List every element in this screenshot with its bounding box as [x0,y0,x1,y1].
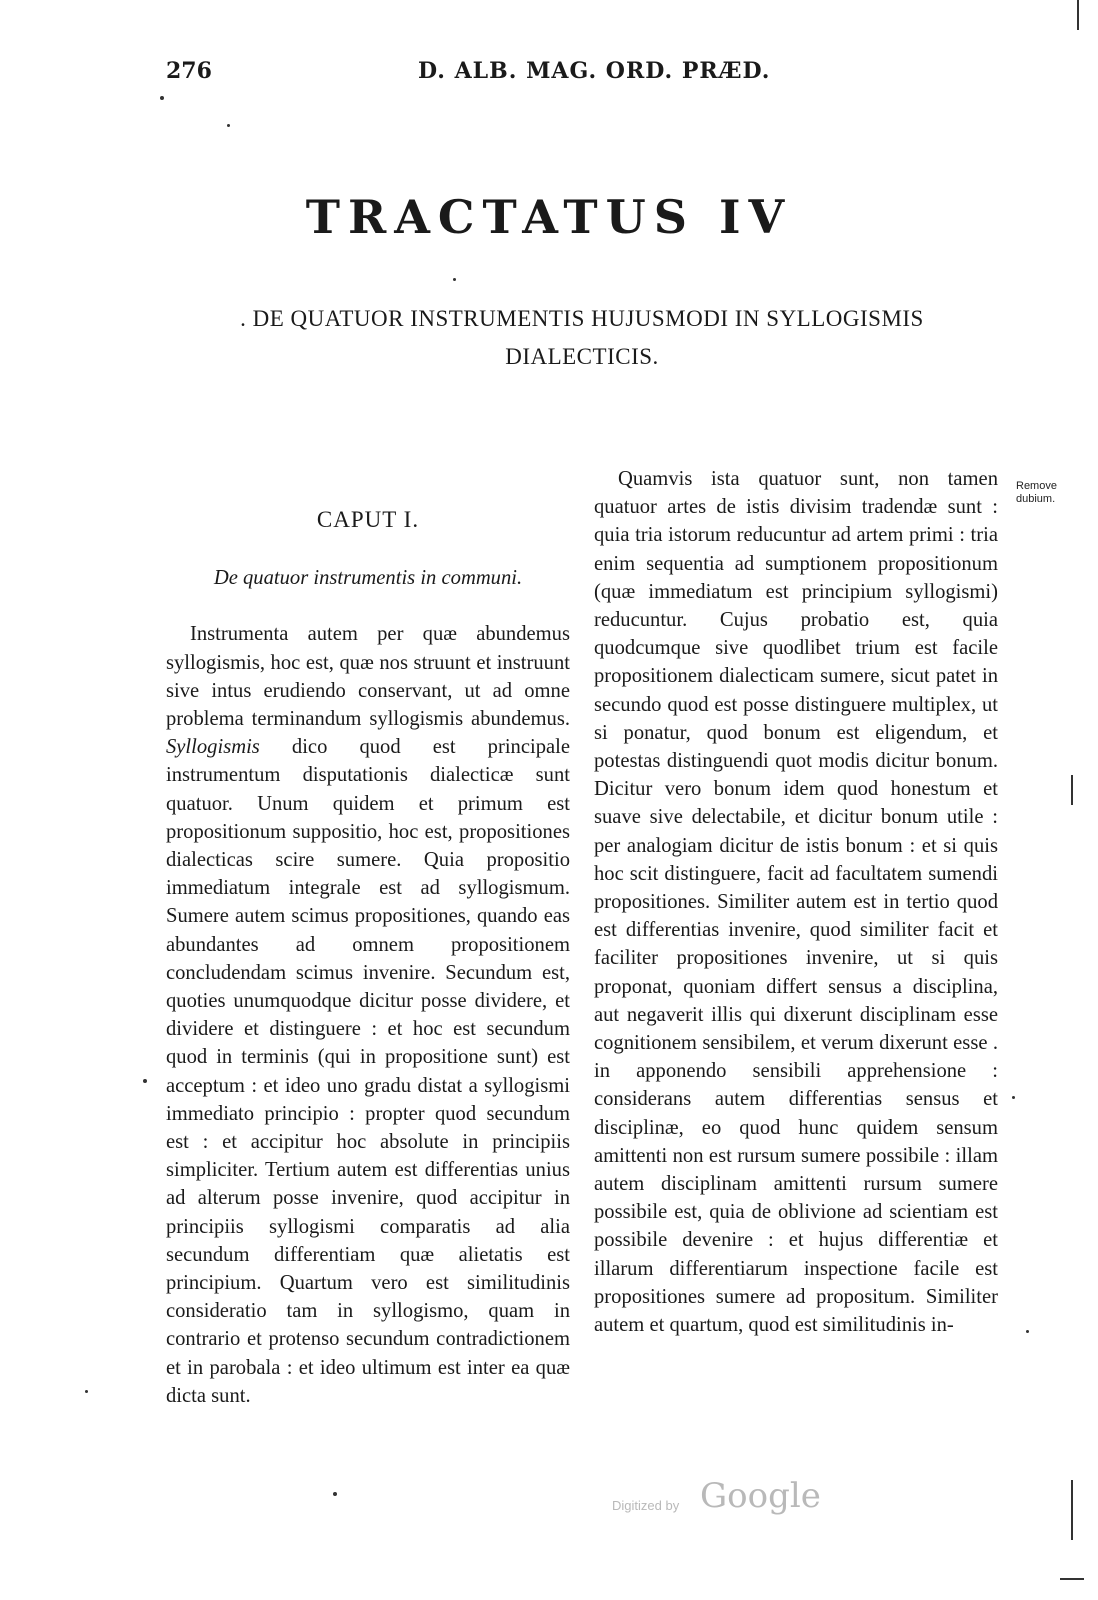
digitized-by-text: Digitized by [612,1498,680,1513]
scan-speck [160,96,164,100]
left-column [166,500,570,1410]
scan-speck [143,1079,147,1083]
scan-speck [85,1390,88,1393]
left-text-2: dico quod est principale instrumentum disputationis dialecticæ sunt quatuor. Unum quidem et primum est propositionum suppositio, hoc est, propositiones dialecticas scire sumere. Quia propositio immediatum integrale est ad syllogismum. Sumere autem scimus propositiones, quando eas abundantes ad omnem propositionem concludendam scimus invenire. Secundum est, quoties unumquodque dicitur posse dividere, et dividere et distinguere : et hoc est secundum quod in terminis (qui in propositione sunt) est acceptum : et ideo uno gradu distat a syllogismi immediato principio : propter quod secundum est : et accipitur hoc absolute in principiis simpliciter. Tertium autem est differentias unius ad alterum posse invenire, quod accipitur in principiis syllogismi comparatis ad alia secundum differentiam quæ alietatis est principium. Quartum vero est similitudinis consideratio tam in syllogismo, quam in contrario et protenso secundum contradictionem et in parobala : et ideo ultimum est inter ea quæ dicta sunt. [166,736,570,1407]
page-edge-mark [1060,1578,1084,1580]
page-edge-mark [1071,775,1073,805]
treatise-title: TRACTATUS IV [305,190,793,244]
page-edge-mark [1071,1480,1073,1540]
google-logo: Google [700,1476,821,1516]
page-edge-mark [1077,0,1079,30]
margin-note [1016,480,1086,506]
left-paragraph [166,620,570,1410]
right-column [594,465,998,1339]
scan-speck [333,1492,337,1496]
chapter-subheading: De quatuor instrumentis in communi. [213,567,523,590]
digitization-watermark [612,1476,852,1526]
running-title: D. ALB. MAG. ORD. PRÆD. [418,58,771,84]
subtitle-line-2: DIALECTICIS. [505,344,659,369]
scan-speck [227,124,230,127]
right-paragraph: Quamvis ista quatuor sunt, non tamen quatuor artes de istis divisim tradendæ sunt : quia tria istorum reducuntur ad artem primi : tria enim sequentia ad sumptionem propositionum (quæ immediatum est principium syllogismi) reducuntur. Cujus probatio est, quia quodcumque sive quodlibet trium est facile propositionem dialecticam sumere, sicut patet in secundo quod est posse distinguere multiplex, ut si ponatur, quod bonum est eligendum, et potestas distinguendi quot modis dicitur bonum. Dicitur vero bonum idem quod honestum et suave sive delectabile, et dicitur bonum utile : per analogiam dicitur de istis bonum : et si quis hoc scit distinguere, facit ad facultatem sumendi propositiones. Similiter autem est in tertio quod est differentias invenire, quod similiter facit et faciliter propositiones invenire, ut si quis proponat, quoniam differt sensus a disciplina, aut negaverit illis qui dixerunt disciplinam esse cognitionem sensibilem, et verum dixerunt esse . in apponendo sensibili apprehensione : considerans autem differentias sensus et disciplinæ, eo quod hunc quidem sensum amittenti non est rursum sumere possibile : illam autem disciplinam amittenti rursum sumere possibile est, quia de oblivione ad scientiam est possibile devenire : et hujus differentiæ et illarum differentiarum inspectione facile est propositiones sumere ad propositum. Similiter autem et quartum, quod est similitudinis in- [594,468,998,1337]
subtitle-line-1: . DE QUATUOR INSTRUMENTIS HUJUSMODI IN SYLLOGISMIS [240,306,924,331]
scan-speck [1026,1330,1029,1333]
treatise-subtitle [198,300,966,376]
page-number: 276 [166,58,212,84]
left-text-1: Instrumenta autem per quæ abundemus syllogismis, hoc est, quæ nos struunt et instruunt sive intus erudiendo conservant, ut ad omne problema terminandum syllogismis abundemus. [166,623,570,731]
scan-speck [453,278,456,281]
left-italic-term: Syllogismis [166,736,260,759]
scan-speck [1012,1096,1015,1099]
chapter-heading: CAPUT I. [316,507,420,532]
margin-note-line-2: dubium. [1016,493,1056,505]
margin-note-line-1: Remove [1016,480,1057,492]
running-head [0,58,1098,88]
